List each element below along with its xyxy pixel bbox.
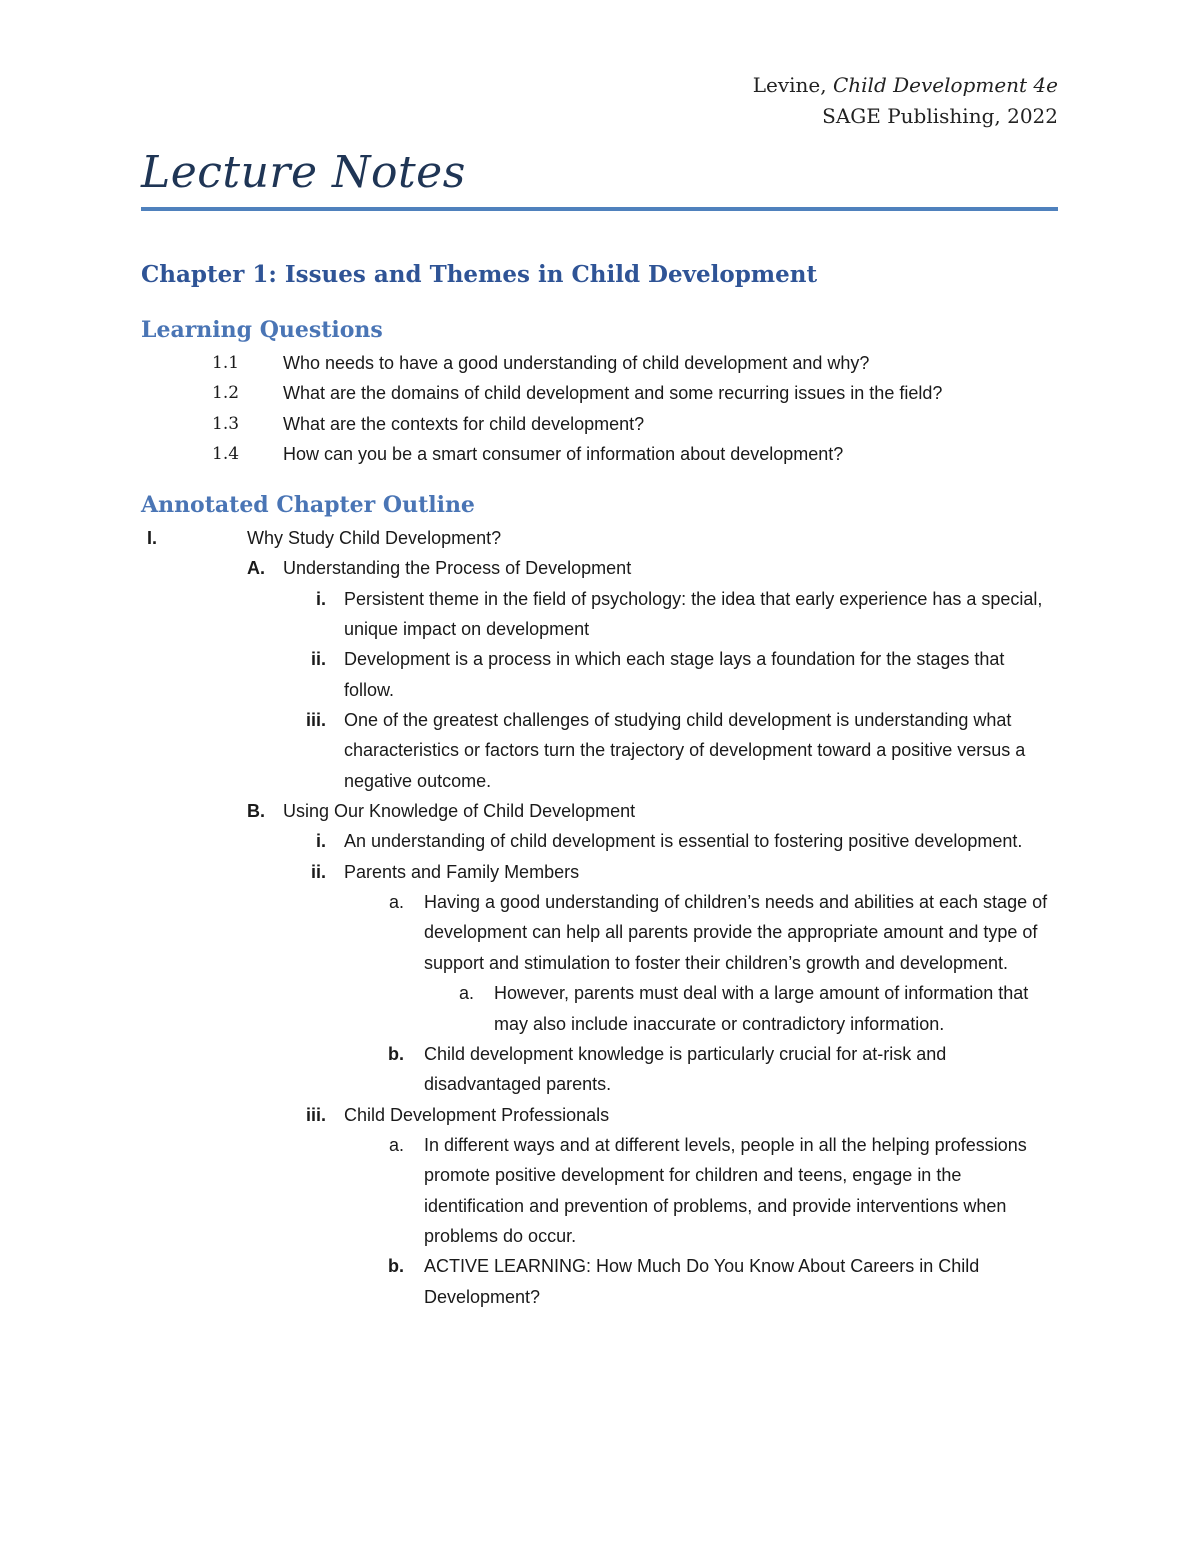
- outline-item-level-3: [0, 705, 1200, 796]
- outline-marker: i.: [315, 588, 326, 609]
- learning-questions-list: [0, 348, 1200, 469]
- outline-heading: Annotated Chapter Outline: [141, 492, 475, 518]
- outline-item-level-3: [0, 1100, 1200, 1130]
- outline-item-level-5: [0, 978, 1200, 1039]
- learning-question-text: Who needs to have a good understanding of child development and why?: [283, 353, 870, 373]
- outline-text: Persistent theme in the field of psychology: the idea that early experience has a special, unique impact on development: [344, 588, 1043, 640]
- outline-item-level-3: [0, 826, 1200, 856]
- outline-item-level-3: [0, 644, 1200, 705]
- learning-question-number: 1.4: [212, 443, 240, 464]
- header-author: Levine,: [752, 73, 833, 97]
- learning-question-number: 1.3: [212, 413, 240, 434]
- outline-text: One of the greatest challenges of studying child development is understanding what characteristics or factors turn the trajectory of development toward a positive versus a negative outcome.: [344, 710, 1026, 791]
- learning-question-item: [0, 348, 1200, 378]
- outline-marker: iii.: [305, 1104, 326, 1125]
- outline-marker: B.: [247, 801, 265, 822]
- learning-question-item: [0, 439, 1200, 469]
- outline-item-level-4: [0, 1039, 1200, 1100]
- outline-marker: i.: [315, 831, 326, 852]
- outline-item-level-2: [0, 796, 1200, 826]
- learning-question-text: How can you be a smart consumer of information about development?: [283, 443, 844, 464]
- outline-marker: a.: [388, 892, 404, 913]
- outline-marker: I.: [147, 528, 158, 548]
- outline-marker: ii.: [310, 861, 326, 882]
- outline-text: In different ways and at different levels, people in all the helping professions promote positive development for children and teens, engage in the identification and prevention of problems, and provide interventions when problems do occur.: [424, 1134, 1027, 1246]
- document-title: Lecture Notes: [141, 147, 466, 198]
- outline-marker: ii.: [310, 649, 326, 670]
- title-underline-rule: [141, 207, 1058, 211]
- outline-text: However, parents must deal with a large amount of information that may also include inaccurate or contradictory information.: [494, 983, 1029, 1034]
- outline-text: Parents and Family Members: [344, 861, 580, 882]
- header-book-line: [753, 70, 1058, 101]
- outline-text: Development is a process in which each stage lays a foundation for the stages that follow.: [344, 649, 1005, 700]
- outline-text: Using Our Knowledge of Child Development: [283, 801, 636, 822]
- outline-item-level-4: [0, 1130, 1200, 1251]
- header-publisher: SAGE Publishing, 2022: [822, 104, 1058, 128]
- outline-item-level-3: [0, 584, 1200, 645]
- learning-questions-heading: Learning Questions: [141, 317, 383, 343]
- chapter-heading: Chapter 1: Issues and Themes in Child Development: [141, 261, 818, 288]
- outline-text: Child development knowledge is particularly crucial for at-risk and disadvantaged parents.: [424, 1043, 947, 1095]
- outline-item-level-1: [0, 523, 1200, 553]
- learning-question-number: 1.2: [212, 383, 240, 404]
- outline-marker: b.: [388, 1043, 404, 1064]
- outline-item-level-2: [0, 553, 1200, 583]
- learning-question-text: What are the contexts for child development?: [283, 413, 645, 434]
- learning-question-text: What are the domains of child development and some recurring issues in the field?: [283, 383, 943, 404]
- learning-question-number: 1.1: [212, 353, 240, 373]
- learning-question-item: [0, 409, 1200, 439]
- outline-item-level-4: [0, 887, 1200, 978]
- outline-marker: a.: [388, 1134, 404, 1155]
- page-header: [753, 70, 1058, 132]
- outline-text: Child Development Professionals: [344, 1104, 610, 1125]
- outline-marker: b.: [388, 1256, 404, 1277]
- chapter-outline: [0, 523, 1200, 1312]
- learning-question-item: [0, 378, 1200, 408]
- header-book-title: Child Development 4e: [832, 73, 1058, 97]
- outline-item-level-3: [0, 857, 1200, 887]
- outline-marker: a.: [458, 983, 474, 1004]
- outline-text: An understanding of child development is essential to fostering positive development.: [344, 831, 1023, 852]
- outline-marker: A.: [247, 558, 265, 579]
- outline-text: Having a good understanding of children’s needs and abilities at each stage of development can help all parents provide the appropriate amount and type of support and stimulation to foster their children’s growth and development.: [424, 892, 1048, 973]
- outline-text: Understanding the Process of Development: [283, 558, 632, 579]
- outline-marker: iii.: [305, 710, 326, 731]
- outline-item-level-4: [0, 1251, 1200, 1312]
- outline-text: ACTIVE LEARNING: How Much Do You Know About Careers in Child Development?: [424, 1256, 980, 1307]
- outline-text: Why Study Child Development?: [247, 528, 502, 548]
